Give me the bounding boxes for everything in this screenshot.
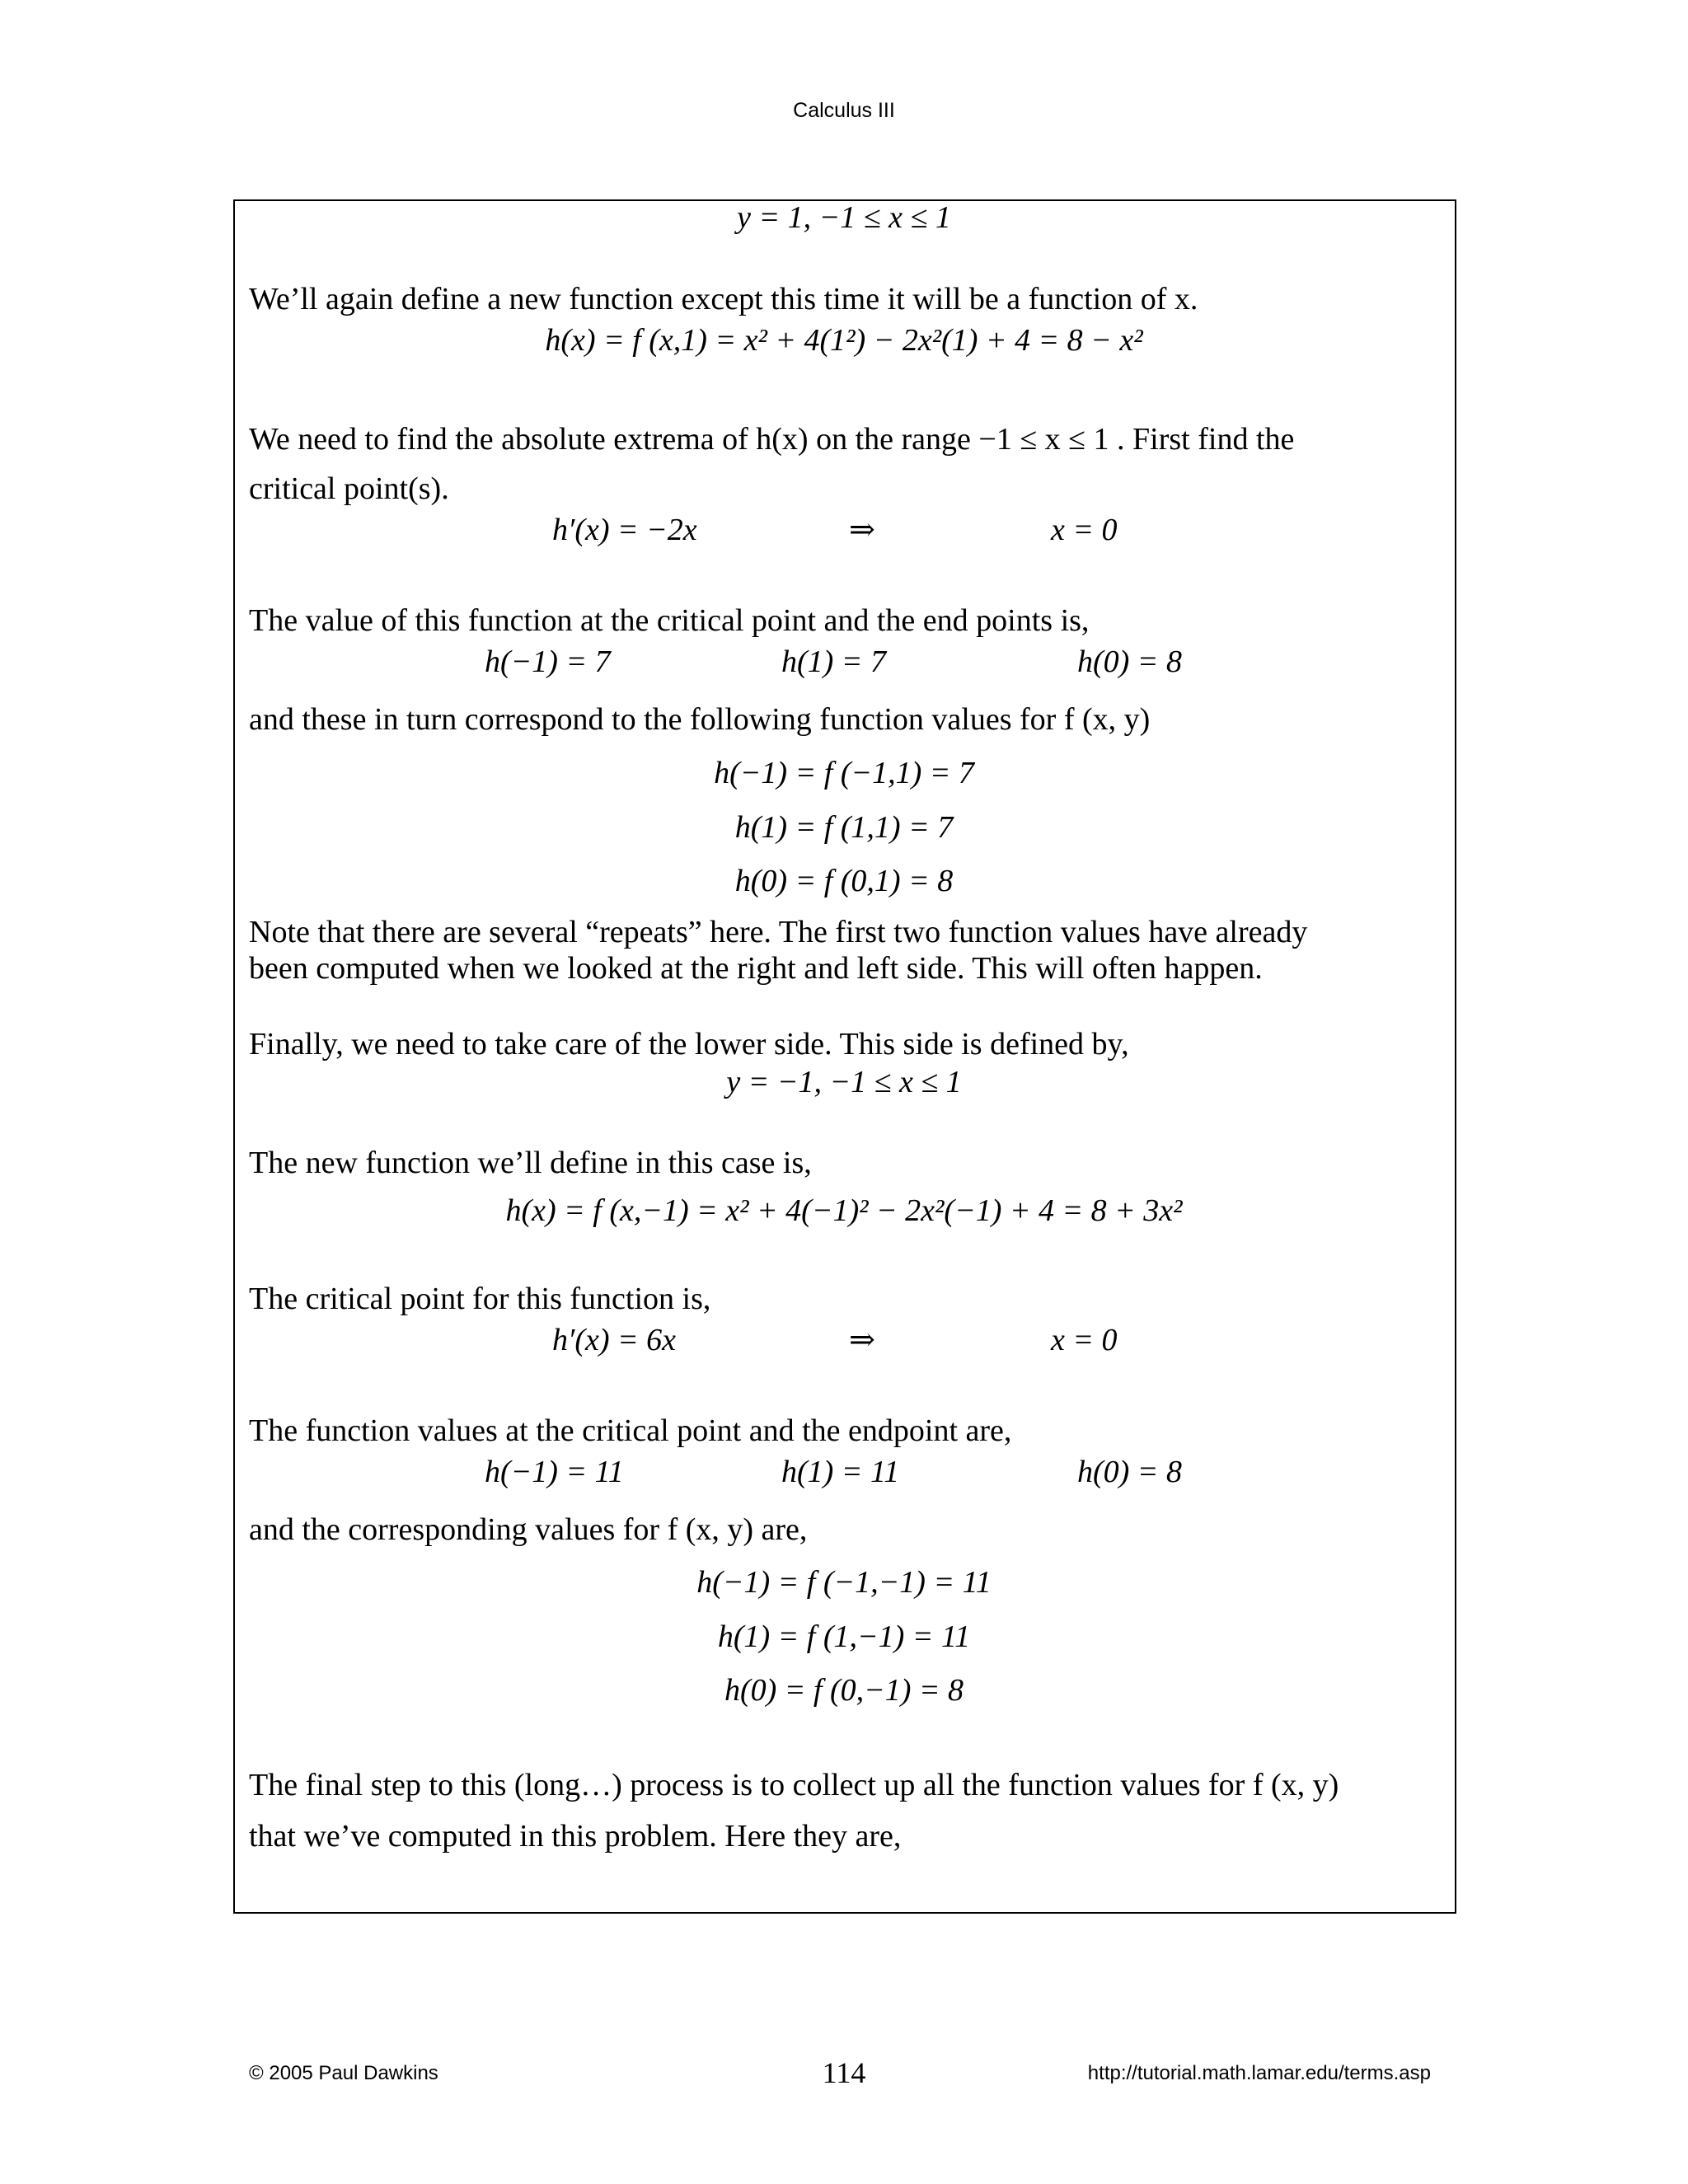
- equation-lower-side: y = −1, −1 ≤ x ≤ 1: [726, 1065, 962, 1099]
- function-value-1-3: h(0) = f (0,1) = 8: [734, 864, 954, 898]
- value-h-1-a: h(1) = 7: [781, 644, 886, 679]
- implies-arrow-2: ⇒: [849, 1323, 875, 1357]
- value-h-neg1-a: h(−1) = 7: [485, 644, 611, 679]
- footer-page-number: 114: [822, 2056, 866, 2089]
- paragraph-corresponding-values-2: and the corresponding values for f (x, y) are,: [249, 1512, 808, 1547]
- page-header-title: Calculus III: [793, 99, 895, 122]
- implies-arrow-1: ⇒: [849, 513, 875, 547]
- value-h-0-a: h(0) = 8: [1077, 644, 1182, 679]
- paragraph-lower-side: Finally, we need to take care of the lower side. This side is defined by,: [249, 1027, 1129, 1062]
- paragraph-corresponding-values-1: and these in turn correspond to the following function values for f (x, y): [249, 702, 1151, 737]
- paragraph-final-step-line1: The final step to this (long…) process is to collect up all the function values for f (x, y): [249, 1768, 1339, 1802]
- paragraph-repeats-line2: been computed when we looked at the right and left side. This will often happen.: [249, 951, 1263, 986]
- critical-point-1: x = 0: [1051, 513, 1118, 547]
- equation-h-of-x-upper: h(x) = f (x,1) = x² + 4(1²) − 2x²(1) + 4 = 8 − x²: [545, 323, 1143, 358]
- critical-derivative-1: h′(x) = −2x: [552, 513, 697, 547]
- critical-point-2: x = 0: [1051, 1323, 1118, 1357]
- equation-upper-side: y = 1, −1 ≤ x ≤ 1: [737, 200, 951, 235]
- function-value-2-2: h(1) = f (1,−1) = 11: [717, 1619, 971, 1654]
- critical-derivative-2: h′(x) = 6x: [552, 1323, 676, 1357]
- value-h-1-b: h(1) = 11: [781, 1455, 900, 1489]
- function-value-1-1: h(−1) = f (−1,1) = 7: [714, 756, 974, 790]
- paragraph-values-critical: The value of this function at the critical point and the end points is,: [249, 603, 1090, 638]
- footer-url-link[interactable]: http://tutorial.math.lamar.edu/terms.asp: [1087, 2062, 1431, 2084]
- value-h-0-b: h(0) = 8: [1077, 1455, 1182, 1489]
- function-value-2-3: h(0) = f (0,−1) = 8: [724, 1673, 964, 1708]
- paragraph-final-step-line2: that we’ve computed in this problem. Here they are,: [249, 1819, 902, 1854]
- paragraph-absolute-extrema-line2: critical point(s).: [249, 471, 449, 506]
- paragraph-define-function: We’ll again define a new function except this time it will be a function of x.: [249, 282, 1198, 316]
- footer-copyright: © 2005 Paul Dawkins: [249, 2062, 438, 2084]
- paragraph-absolute-extrema-line1: We need to find the absolute extrema of h(x) on the range −1 ≤ x ≤ 1 . First find the: [249, 422, 1295, 457]
- equation-h-of-x-lower: h(x) = f (x,−1) = x² + 4(−1)² − 2x²(−1) + 4 = 8 + 3x²: [505, 1193, 1183, 1228]
- paragraph-new-function: The new function we’ll define in this case is,: [249, 1146, 812, 1180]
- paragraph-critical-point-2: The critical point for this function is,: [249, 1282, 711, 1316]
- paragraph-function-values-endpoint: The function values at the critical point and the endpoint are,: [249, 1413, 1012, 1448]
- value-h-neg1-b: h(−1) = 11: [485, 1455, 624, 1489]
- paragraph-repeats-line1: Note that there are several “repeats” here. The first two function values have already: [249, 915, 1308, 949]
- function-value-2-1: h(−1) = f (−1,−1) = 11: [696, 1565, 992, 1600]
- function-value-1-2: h(1) = f (1,1) = 7: [734, 810, 954, 845]
